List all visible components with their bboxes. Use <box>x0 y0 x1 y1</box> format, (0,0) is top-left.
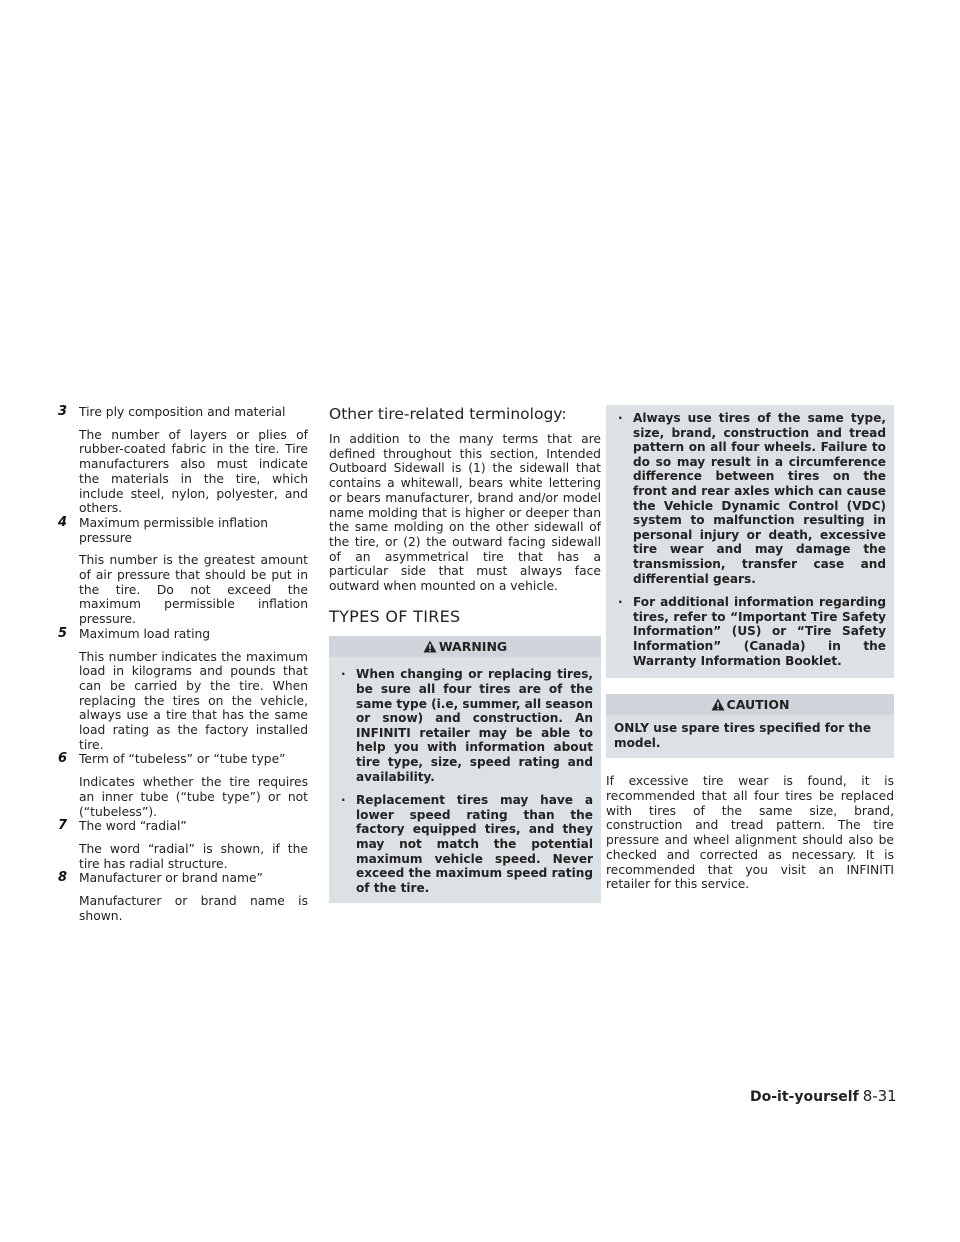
item-description: This number indicates the maximum load in kilograms and pounds that can be carried by the tire. When replacing the tires on the vehicle, always use a tire that has the same load rating as the factory installed tire. <box>79 649 308 752</box>
page-footer <box>750 1087 897 1105</box>
item-title: Manufacturer or brand name” <box>79 871 263 886</box>
warning-item: · Always use tires of the same type, size, brand, construction and tread pattern on all four wheels. Failure to do so may result in a circumference difference between tires on the front and rear axles which can cause the Vehicle Dynamic Control (VDC) system to malfunction resulting in personal injury or death, excessive tire wear and may damage the transmission, transfer case and differential gears. <box>614 411 886 586</box>
tires-column-right <box>606 405 894 892</box>
caution-header <box>606 694 894 715</box>
item-description: This number is the greatest amount of air pressure that should be put in the tire. Do not exceed the maximum permissible inflation pressure. <box>79 553 308 627</box>
item-title: Term of “tubeless” or “tube type” <box>79 752 286 767</box>
terminology-column <box>329 405 601 903</box>
other-terminology-heading: Other tire-related terminology: <box>329 405 567 423</box>
caution-icon <box>711 698 725 711</box>
item-number: 7 <box>58 818 68 834</box>
item-description: Manufacturer or brand name is shown. <box>79 894 308 923</box>
other-terminology-text: In addition to the many terms that are defined throughout this section, Intended Outboard Sidewall is (1) the sidewall that contains a whitewall, bears white lettering or bears manufacturer, brand and/or model name molding that is higher or deeper than the same molding on the other sidewall of the tire, or (2) the outward facing sidewall of an asymmetrical tire that has a particular side that must always face outward when mounted on a vehicle. <box>329 432 601 594</box>
item-max-inflation <box>58 516 308 627</box>
tire-label-items <box>58 405 308 924</box>
warning-body-continued <box>606 405 894 678</box>
warning-box-continued <box>606 405 894 678</box>
warning-label: WARNING <box>438 639 508 655</box>
item-number: 6 <box>58 751 68 767</box>
item-number: 8 <box>58 870 68 886</box>
item-description: Indicates whether the tire requires an inner tube (“tube type”) or not (“tubeless”). <box>79 775 308 819</box>
page-number: 8-31 <box>862 1087 897 1105</box>
item-manufacturer <box>58 871 308 923</box>
item-number: 5 <box>58 625 68 641</box>
item-title: Maximum load rating <box>79 626 211 641</box>
warning-item: · Replacement tires may have a lower speed rating than the factory equipped tires, and they may not match the potential maximum vehicle speed. Never exceed the maximum speed rating of the tire. <box>337 793 593 895</box>
item-description: The word “radial” is shown, if the tire has radial structure. <box>79 841 308 871</box>
item-number: 4 <box>58 514 68 530</box>
warning-item: · For additional information regarding tires, refer to “Important Tire Safety Information” (US) or “Tire Safety Information” (Canada) in the Warranty Information Booklet. <box>614 595 886 668</box>
warning-body <box>329 657 601 903</box>
footer-section: Do-it-yourself <box>750 1089 859 1105</box>
item-description: The number of layers or plies of rubber-coated fabric in the tire. Tire manufacturers also must indicate the materials in the tire, which include steel, nylon, polyester, and others. <box>79 427 308 516</box>
caution-box <box>606 694 894 758</box>
types-of-tires-title: TYPES OF TIRES <box>329 606 461 626</box>
warning-icon <box>423 640 437 653</box>
item-ply-composition <box>58 405 308 516</box>
warning-header <box>329 636 601 657</box>
item-title: The word “radial” <box>79 819 187 834</box>
item-radial <box>58 819 308 871</box>
caution-label: CAUTION <box>726 697 790 713</box>
item-number: 3 <box>58 404 68 419</box>
warning-item: · When changing or replacing tires, be sure all four tires are of the same type (i.e, summer, all season or snow) and construction. An INFINITI retailer may be able to help you with information about tire type, size, speed rating and availability. <box>337 667 593 784</box>
item-tubeless <box>58 752 308 819</box>
item-max-load <box>58 627 308 753</box>
tire-wear-paragraph: If excessive tire wear is found, it is recommended that all four tires be replaced with tires of the same size, brand, construction and tread pattern. The tire pressure and wheel alignment should also be checked and corrected as necessary. It is recommended that you visit an INFINITI retailer for this service. <box>606 774 894 892</box>
item-title: Maximum permissible inflation pressure <box>79 515 269 545</box>
warning-box <box>329 636 601 903</box>
item-title: Tire ply composition and material <box>79 405 286 419</box>
caution-text: ONLY use spare tires specified for the model. <box>614 721 872 750</box>
